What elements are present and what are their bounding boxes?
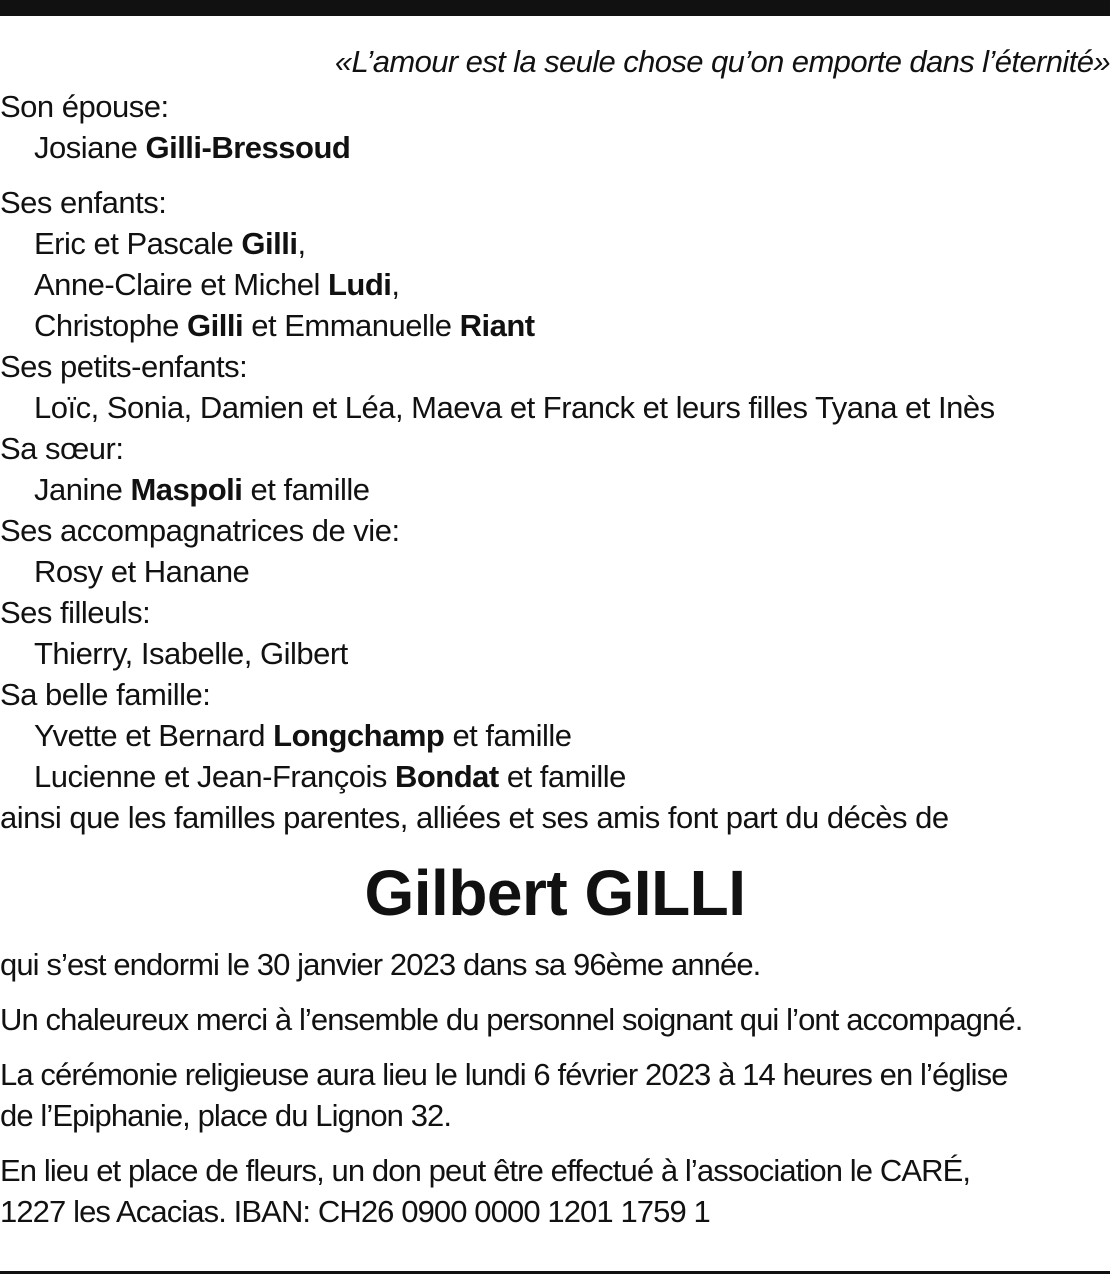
family-member-line xyxy=(0,633,1110,674)
name-text: Christophe xyxy=(34,308,188,343)
family-member-line xyxy=(0,469,1110,510)
section-heading: Ses enfants: xyxy=(0,185,167,220)
family-list xyxy=(0,86,1110,797)
surname: Gilli-Bressoud xyxy=(145,130,351,165)
announcement-line: ainsi que les familles parentes, alliées et ses amis font part du décès de xyxy=(0,800,949,835)
paragraph xyxy=(0,944,1110,985)
family-member-line xyxy=(0,551,1110,592)
name-text: Yvette et Bernard xyxy=(34,718,274,753)
surname: Gilli xyxy=(187,308,244,343)
section-heading: Son épouse: xyxy=(0,89,169,124)
name-text: , xyxy=(297,226,306,261)
section-heading: Sa sœur: xyxy=(0,431,124,466)
family-member-line xyxy=(0,264,1110,305)
surname: Maspoli xyxy=(130,472,243,507)
name-text: , xyxy=(391,267,400,302)
deceased-name: Gilbert GILLI xyxy=(364,857,746,929)
name-text: Rosy et Hanane xyxy=(34,554,250,589)
family-member-line xyxy=(0,387,1110,428)
closing-paragraphs xyxy=(0,944,1110,1232)
obituary-notice xyxy=(0,38,1110,1232)
surname: Riant xyxy=(459,308,535,343)
paragraph-line: 1227 les Acacias. IBAN: CH26 0900 0000 1201 1759 1 xyxy=(0,1194,710,1229)
section-heading: Ses filleuls: xyxy=(0,595,151,630)
section-heading: Sa belle famille: xyxy=(0,677,211,712)
family-member-line xyxy=(0,715,1110,756)
name-text: Thierry, Isabelle, Gilbert xyxy=(34,636,348,671)
surname: Ludi xyxy=(327,267,392,302)
surname: Bondat xyxy=(394,759,499,794)
name-text: Loïc, Sonia, Damien et Léa, Maeva et Franck et leurs filles Tyana et Inès xyxy=(34,390,995,425)
name-text: et famille xyxy=(498,759,626,794)
paragraph-line: de l’Epiphanie, place du Lignon 32. xyxy=(0,1098,452,1133)
paragraph xyxy=(0,1054,1110,1136)
top-rule xyxy=(0,0,1110,16)
section-heading: Ses petits-enfants: xyxy=(0,349,248,384)
paragraph-line: Un chaleureux merci à l’ensemble du personnel soignant qui l’ont accompagné. xyxy=(0,1002,1023,1037)
epigraph-quote: «L’amour est la seule chose qu’on emporte dans l’éternité» xyxy=(334,44,1110,79)
name-text: Anne-Claire et Michel xyxy=(34,267,328,302)
paragraph-line: En lieu et place de fleurs, un don peut être effectué à l’association le CARÉ, xyxy=(0,1153,971,1188)
paragraph-line: La cérémonie religieuse aura lieu le lundi 6 février 2023 à 14 heures en l’église xyxy=(0,1057,1008,1092)
name-text: Eric et Pascale xyxy=(34,226,242,261)
surname: Longchamp xyxy=(273,718,445,753)
name-text: Josiane xyxy=(34,130,146,165)
family-member-line xyxy=(0,223,1110,264)
paragraph xyxy=(0,1150,1110,1232)
family-member-line xyxy=(0,756,1110,797)
paragraph-line: qui s’est endormi le 30 janvier 2023 dans sa 96ème année. xyxy=(0,947,761,982)
name-text: et famille xyxy=(242,472,370,507)
name-text: Janine xyxy=(34,472,131,507)
name-text: Lucienne et Jean-François xyxy=(34,759,395,794)
section-heading: Ses accompagnatrices de vie: xyxy=(0,513,400,548)
surname: Gilli xyxy=(241,226,298,261)
name-text: et famille xyxy=(444,718,572,753)
family-member-line xyxy=(0,305,1110,346)
paragraph xyxy=(0,999,1110,1040)
bottom-rule xyxy=(0,1271,1110,1274)
name-text: et Emmanuelle xyxy=(243,308,460,343)
family-member-line xyxy=(0,127,1110,168)
